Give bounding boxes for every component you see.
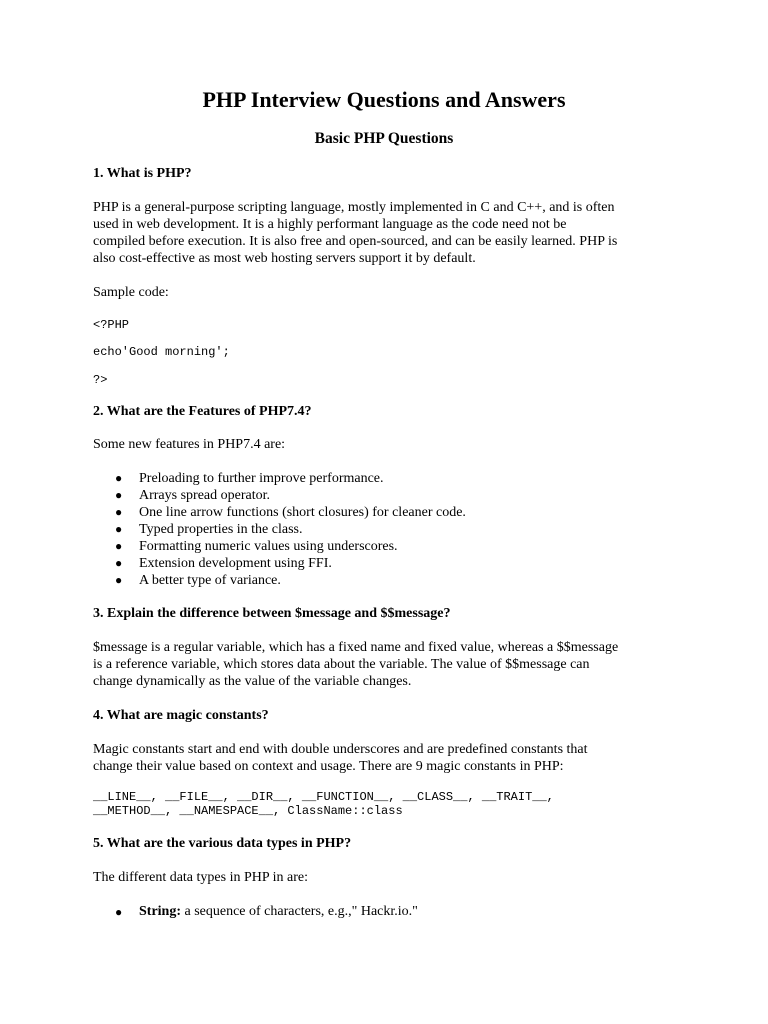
- answer-line: change dynamically as the value of the variable changes.: [93, 674, 412, 689]
- list-item: [93, 903, 418, 921]
- list-item-text: Typed properties in the class.: [139, 522, 303, 537]
- question-4-answer: [93, 741, 683, 775]
- answer-line: Magic constants start and end with double underscores and are predefined constants that: [93, 742, 588, 757]
- answer-line: used in web development. It is a highly performant language as the code need not be: [93, 217, 567, 232]
- code-line: <?PHP: [93, 318, 130, 332]
- bullet-icon: ●: [115, 556, 123, 570]
- sample-code-label: Sample code:: [93, 285, 169, 300]
- bullet-icon: ●: [115, 488, 123, 502]
- code-line: __LINE__, __FILE__, __DIR__, __FUNCTION__, __CLASS__, __TRAIT__,: [93, 790, 554, 804]
- list-item-text: Extension development using FFI.: [139, 556, 332, 571]
- list-item-text: One line arrow functions (short closures) for cleaner code.: [139, 505, 466, 520]
- question-1-heading: 1. What is PHP?: [93, 166, 192, 181]
- question-3-heading: 3. Explain the difference between $message and $$message?: [93, 606, 451, 621]
- code-line: ?>: [93, 373, 108, 387]
- list-item-text: A better type of variance.: [139, 573, 281, 588]
- code-line: __METHOD__, __NAMESPACE__, ClassName::class: [93, 804, 403, 818]
- list-item-text: Arrays spread operator.: [139, 488, 271, 503]
- list-item: [93, 555, 466, 572]
- features-list: [93, 470, 466, 589]
- list-item-text: Preloading to further improve performance.: [139, 471, 384, 486]
- data-type-description: a sequence of characters, e.g.," Hackr.io.": [181, 904, 418, 919]
- answer-line: also cost-effective as most web hosting servers support it by default.: [93, 251, 476, 266]
- list-item: [93, 572, 466, 589]
- data-types-list: [93, 903, 418, 921]
- bullet-icon: ●: [115, 573, 123, 587]
- bullet-icon: ●: [115, 471, 123, 485]
- answer-line: compiled before execution. It is also free and open-sourced, and can be easily learned. PHP is: [93, 234, 618, 249]
- question-3-answer: [93, 639, 683, 690]
- document-title: PHP Interview Questions and Answers: [202, 87, 566, 112]
- list-item: [93, 538, 466, 555]
- section-subtitle: Basic PHP Questions: [314, 130, 454, 147]
- list-item: [93, 521, 466, 538]
- bullet-icon: ●: [115, 905, 123, 919]
- question-2-intro: Some new features in PHP7.4 are:: [93, 437, 286, 452]
- list-item: [93, 487, 466, 504]
- bullet-icon: ●: [115, 522, 123, 536]
- question-1-answer: [93, 199, 683, 267]
- question-5-intro: The different data types in PHP in are:: [93, 870, 308, 885]
- list-item: [93, 504, 466, 521]
- question-2-heading: 2. What are the Features of PHP7.4?: [93, 404, 312, 419]
- answer-line: is a reference variable, which stores data about the variable. The value of $$message can: [93, 657, 590, 672]
- bullet-icon: ●: [115, 539, 123, 553]
- question-4-heading: 4. What are magic constants?: [93, 708, 269, 723]
- code-line: echo'Good morning';: [93, 345, 230, 359]
- bullet-icon: ●: [115, 505, 123, 519]
- data-type-term: String:: [139, 904, 181, 919]
- answer-line: PHP is a general-purpose scripting language, mostly implemented in C and C++, and is often: [93, 200, 615, 215]
- answer-line: change their value based on context and usage. There are 9 magic constants in PHP:: [93, 759, 564, 774]
- list-item: [93, 470, 466, 487]
- question-5-heading: 5. What are the various data types in PHP?: [93, 836, 352, 851]
- answer-line: $message is a regular variable, which has a fixed name and fixed value, whereas a $$message: [93, 640, 619, 655]
- list-item-text: Formatting numeric values using underscores.: [139, 539, 398, 554]
